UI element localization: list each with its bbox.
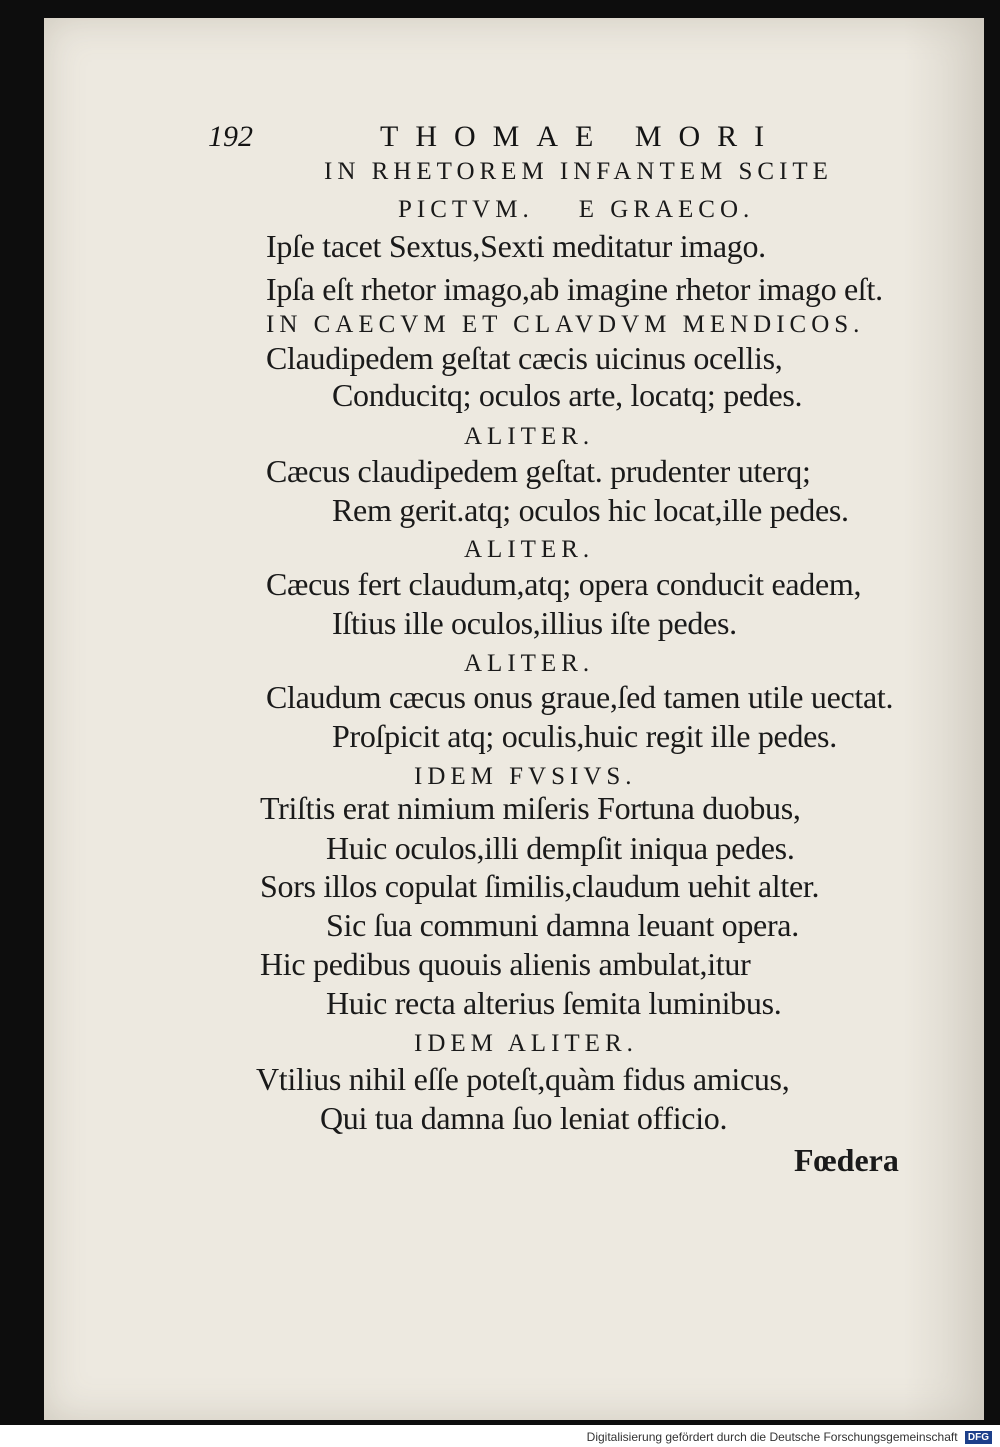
running-title: THOMAE MORI <box>380 120 782 153</box>
poem-heading: IN RHETOREM INFANTEM SCITE <box>324 158 833 185</box>
page-header <box>44 116 984 156</box>
show-through-shadow <box>904 18 984 1420</box>
verse-line: Huic recta alterius ſemita luminibus. <box>326 985 782 1021</box>
verse-line: Huic oculos,illi dempſit iniqua pedes. <box>326 830 795 866</box>
verse-line: Ipſa eſt rhetor imago,ab imagine rhetor imago eſt. <box>266 271 883 307</box>
dfg-logo-icon: DFG <box>965 1431 992 1444</box>
verse-line: Claudipedem geſtat cæcis uicinus ocellis, <box>266 340 783 376</box>
verse-line: Rem gerit.atq; oculos hic locat,ille pedes. <box>332 492 849 528</box>
poem-heading: ALITER. <box>464 423 595 450</box>
footer-credit-text: Digitalisierung gefördert durch die Deutsche Forschungsgemeinschaft <box>586 1429 958 1444</box>
verse-line: Sors illos copulat ſimilis,claudum uehit alter. <box>260 868 820 904</box>
poem-heading: ALITER. <box>464 536 595 563</box>
verse-line: Iſtius ille oculos,illius iſte pedes. <box>332 605 737 641</box>
poem-heading: IN CAECVM ET CLAVDVM MENDICOS. <box>266 311 865 338</box>
verse-line: Conducitq; oculos arte, locatq; pedes. <box>332 377 803 413</box>
verse-line: Hic pedibus quouis alienis ambulat,itur <box>260 946 751 982</box>
verse-line: Cæcus fert claudum,atq; opera conducit eadem, <box>266 566 862 602</box>
verse-line: Proſpicit atq; oculis,huic regit ille pedes. <box>332 718 837 754</box>
verse-line: Triſtis erat nimium miſeris Fortuna duobus, <box>260 790 801 826</box>
poem-heading: IDEM FVSIVS. <box>414 763 637 790</box>
page-number: 192 <box>208 120 253 153</box>
book-page <box>44 18 984 1420</box>
verse-line: Vtilius nihil eſſe poteſt,quàm fidus amicus, <box>256 1061 790 1097</box>
verse-line: Sic ſua communi damna leuant opera. <box>326 907 799 943</box>
poem-heading: IDEM ALITER. <box>414 1030 638 1057</box>
verse-line: Cæcus claudipedem geſtat. prudenter uterq; <box>266 453 811 489</box>
verse-line: Qui tua damna ſuo leniat officio. <box>320 1100 728 1136</box>
poem-heading: PICTVM. E GRAECO. <box>398 196 755 223</box>
poem-heading: ALITER. <box>464 650 595 677</box>
footer-credit <box>587 1430 992 1444</box>
verse-line: Ipſe tacet Sextus,Sexti meditatur imago. <box>266 228 766 264</box>
catchword: Fœdera <box>794 1142 899 1178</box>
verse-line: Claudum cæcus onus graue,ſed tamen utile uectat. <box>266 679 894 715</box>
